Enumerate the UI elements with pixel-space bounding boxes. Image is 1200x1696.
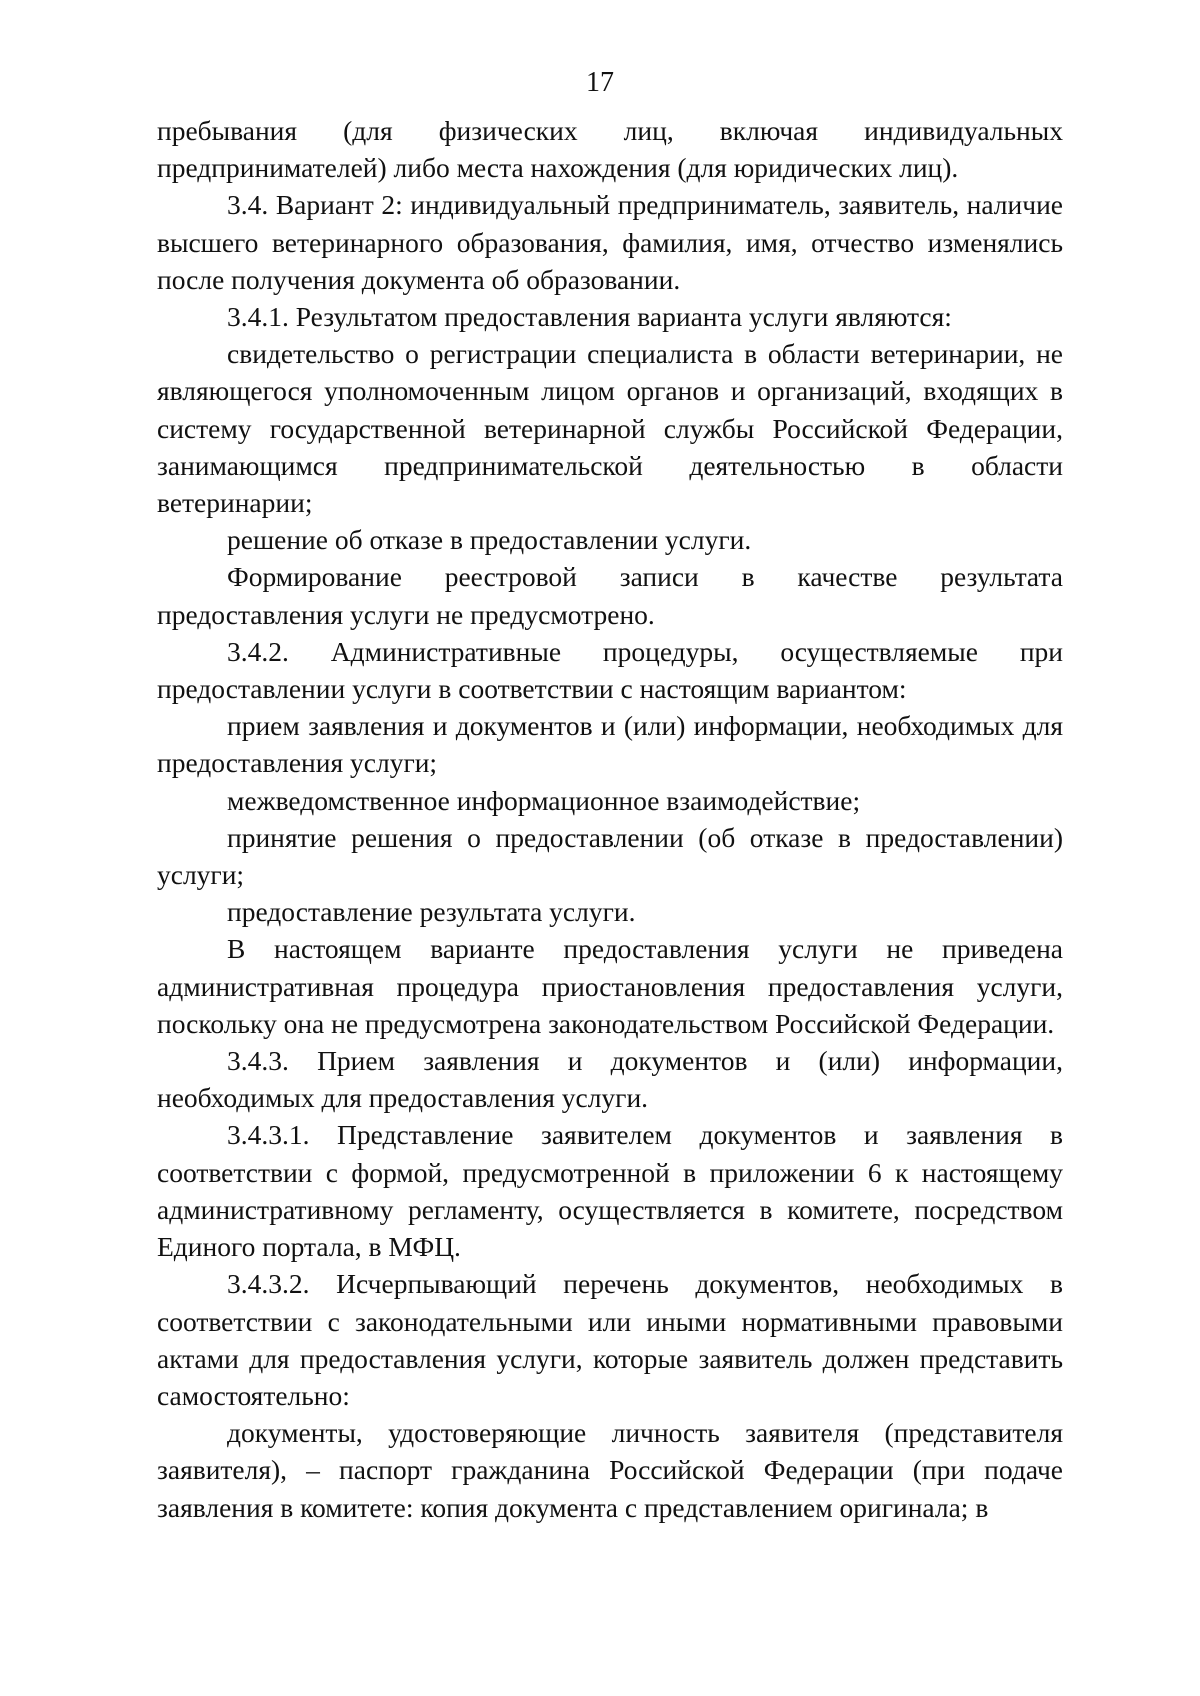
paragraph-continuation: пребывания (для физических лиц, включая индивидуальных предпринимателей) либо места нахождения (для юридических лиц). (157, 115, 1063, 184)
paragraph-registry-record: Формирование реестровой записи в качестве результата предоставления услуги не предусмотрено. (157, 561, 1063, 630)
paragraph-certificate: свидетельство о регистрации специалиста в области ветеринарии, не являющегося уполномоченным лицом органов и организаций, входящих в систему государственной ветеринарной службы Российской Федерации, занимающимся предпринимательской деятельностью в области ветеринарии; (157, 338, 1063, 519)
paragraph-3-4-3: 3.4.3. Прием заявления и документов и (или) информации, необходимых для предоставления услуги. (157, 1045, 1063, 1114)
paragraph-result: предоставление результата услуги. (227, 896, 636, 928)
document-body (157, 112, 1063, 1526)
paragraph-3-4: 3.4. Вариант 2: индивидуальный предприниматель, заявитель, наличие высшего ветеринарного образования, фамилия, имя, отчество изменялись после получения документа об образовании. (157, 189, 1063, 295)
page-number: 17 (586, 67, 614, 98)
paragraph-3-4-3-1: 3.4.3.1. Представление заявителем документов и заявления в соответствии с формой, предусмотренной в приложении 6 к настоящему административному регламенту, осуществляется в комитете, посредством Единого портала, в МФЦ. (157, 1119, 1063, 1263)
paragraph-3-4-1: 3.4.1. Результатом предоставления варианта услуги являются: (227, 301, 952, 333)
paragraph-interagency: межведомственное информационное взаимодействие; (227, 784, 861, 816)
paragraph-3-4-2: 3.4.2. Административные процедуры, осуществляемые при предоставлении услуги в соответствии с настоящим вариантом: (157, 635, 1063, 705)
paragraph-suspension: В настоящем варианте предоставления услуги не приведена административная процедура приостановления предоставления услуги, поскольку она не предусмотрена законодательством Российской Федерации. (157, 933, 1063, 1039)
paragraph-identity-documents: документы, удостоверяющие личность заявителя (представителя заявителя), – паспорт гражданина Российской Федерации (при подаче заявления в комитете: копия документа с представлением оригинала; в (157, 1417, 1063, 1523)
paragraph-decision: принятие решения о предоставлении (об отказе в предоставлении) услуги; (157, 821, 1063, 891)
paragraph-reception: прием заявления и документов и (или) информации, необходимых для предоставления услуги; (157, 710, 1063, 779)
paragraph-3-4-3-2: 3.4.3.2. Исчерпывающий перечень документов, необходимых в соответствии с законодательными или иными нормативными правовыми актами для предоставления услуги, которые заявитель должен представить самостоятельно: (157, 1268, 1063, 1411)
paragraph-refusal: решение об отказе в предоставлении услуги. (227, 524, 752, 556)
